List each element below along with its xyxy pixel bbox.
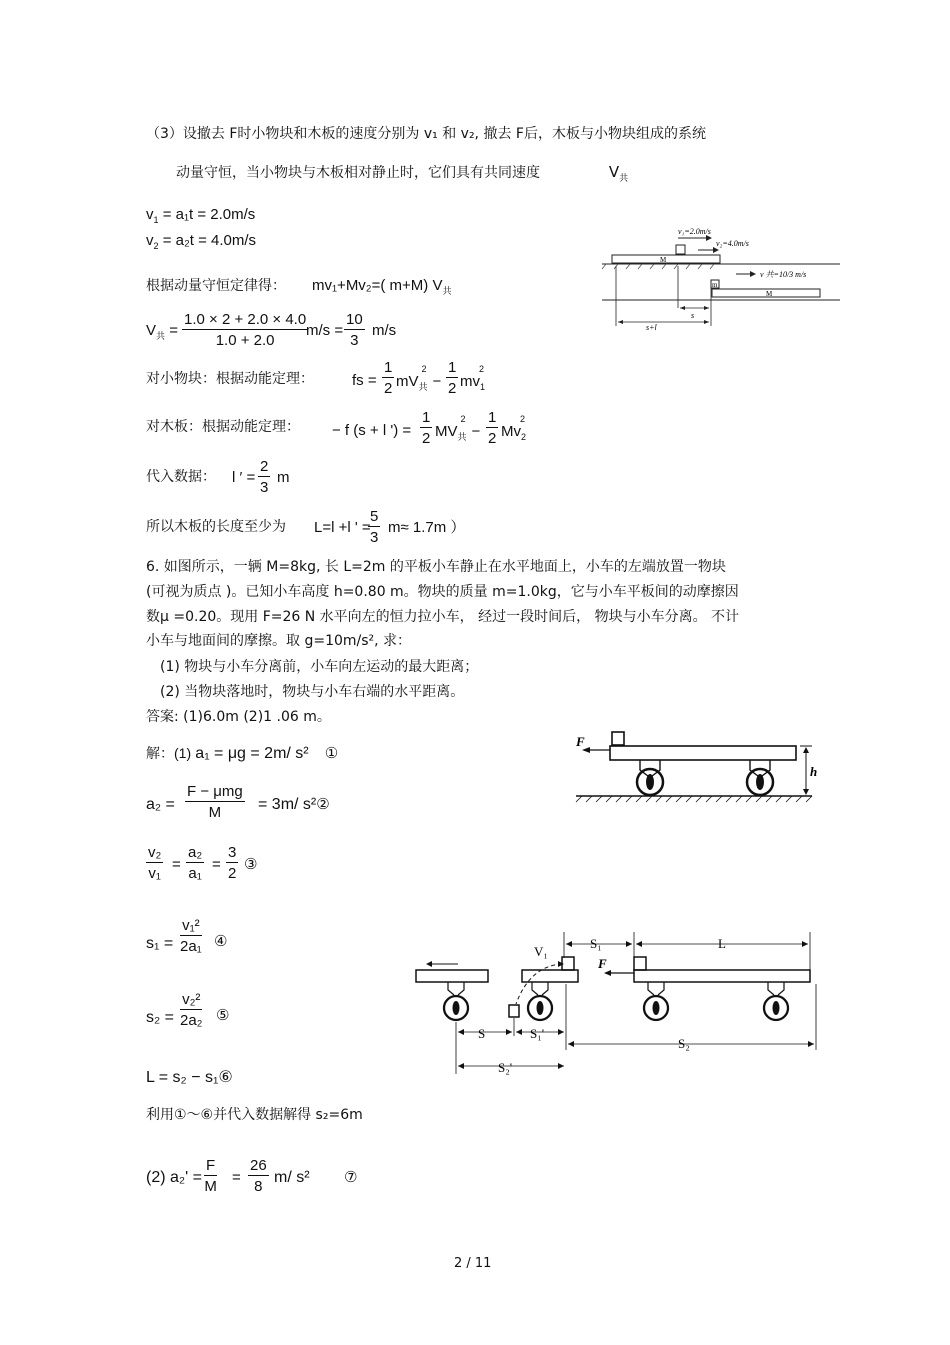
part3-line2-v: V xyxy=(608,163,620,181)
board-frac1: $\frac{1}{2}$ xyxy=(422,409,431,447)
solution-eq2-frac xyxy=(185,784,245,820)
eq7-eq: = xyxy=(232,1169,241,1186)
conclusion-tail: m≈ 1.7m ） xyxy=(388,519,466,536)
eq3-eq1: = xyxy=(172,856,181,873)
conclusion-label: 所以木板的长度至少为 xyxy=(146,519,286,535)
solution-eq2-rhs xyxy=(258,797,330,813)
vgong-result-den: 3 xyxy=(350,332,359,349)
vgong-result xyxy=(344,312,365,348)
fig1-M: M xyxy=(660,256,667,264)
vgong-den: 1.0 + 2.0 xyxy=(215,332,275,349)
eq7-num1: F xyxy=(206,1157,216,1174)
eq-v2: $v_2 = a_2t = 4.0m/s$ xyxy=(146,232,257,251)
eq3-frac-b xyxy=(186,845,204,881)
eq7-frac1 xyxy=(204,1158,217,1194)
solution-eq1-text: a₁ = μg = 2m/ s² xyxy=(195,745,309,762)
block-eq-mid: $mV_共^2-$ xyxy=(396,364,442,392)
fig2-F: F xyxy=(576,734,585,749)
eq3-frac-c xyxy=(226,845,238,881)
circle-4: ④ xyxy=(214,933,228,950)
fig3-S1: S₁ xyxy=(590,936,602,951)
eq7-lhs: (2) a₂' = xyxy=(146,1169,202,1186)
fig1-vgong: v 共=10/3 m/s xyxy=(760,270,807,279)
vgong-fraction xyxy=(182,312,308,348)
fig3-V1: V₁ xyxy=(534,944,548,959)
fig3-S1p: S₁' xyxy=(530,1026,545,1041)
eq3-b-den: a₁ xyxy=(188,865,202,882)
block-frac2: $\frac{1}{2}$ xyxy=(448,359,457,397)
fig3-L: L xyxy=(718,936,726,951)
eq-v2-text: = a₂t = 4.0m/s xyxy=(162,232,257,249)
eq3-b-num: a₂ xyxy=(188,844,203,861)
board-eq-mid: $MV_共^2-$ xyxy=(435,414,481,442)
problem6-q2: (2) 当物块落地时，物块与小车右端的水平距离。 xyxy=(160,684,465,700)
lprime-num: 2 xyxy=(260,458,269,475)
eq5-frac xyxy=(180,992,203,1028)
vgong-num: 1.0 × 2 + 2.0 × 4.0 xyxy=(184,311,307,328)
board-eq: − f (s + l ') = xyxy=(332,422,412,439)
lprime-lhs: l ′ = xyxy=(232,469,256,486)
conclusion-eq: L=l +l ' = xyxy=(314,519,371,536)
fig3-S2: S₂ xyxy=(678,1036,690,1051)
eq7-den2: 8 xyxy=(254,1178,263,1195)
fig3-S2p: S₂' xyxy=(498,1060,513,1075)
gong-sub: 共 xyxy=(156,331,166,341)
fig1-M2: M xyxy=(766,290,773,298)
eq3-a-den: v₁ xyxy=(148,865,161,882)
page-number: 2 / 11 xyxy=(454,1256,492,1271)
sub-label: 代入数据： xyxy=(146,469,216,485)
eq5-lhs: s₂ = xyxy=(146,1009,174,1026)
board-frac2: $\frac{1}{2}$ xyxy=(488,409,497,447)
problem6-line1: 6. 如图所示，一辆 M=8kg, 长 L=2m 的平板小车静止在水平地面上，小车的左端放置一物块 xyxy=(146,559,726,575)
momentum-label: 根据动量守恒定律得： xyxy=(146,278,286,294)
eq2-den: M xyxy=(208,804,222,821)
problem6-answer: 答案: (1)6.0m (2)1 .06 m。 xyxy=(146,709,331,725)
part3-line1: （3）设撤去 F时小物块和木板的速度分别为 v₁ 和 v₂, 撤去 F后，木板与小物块组成的系统 xyxy=(146,126,706,142)
vgong-unit2: m/s xyxy=(372,322,397,339)
eq4-frac xyxy=(180,918,202,954)
block-frac1: $\frac{1}{2}$ xyxy=(384,359,393,397)
fig3-S: S xyxy=(478,1026,486,1041)
gong-sub: 共 xyxy=(442,286,452,296)
momentum-eq xyxy=(312,278,452,296)
problem6-line4: 小车与地面间的摩擦。取 g=10m/s², 求： xyxy=(146,633,412,649)
eq5-den: 2a₂ xyxy=(180,1012,203,1029)
figure-board-block xyxy=(598,222,848,332)
fig2-h: h xyxy=(810,764,818,779)
solve-line: 利用①～⑥并代入数据解得 s₂=6m xyxy=(146,1107,363,1123)
eq-v1: $v_1 = a_1t = 2.0m/s$ xyxy=(146,206,256,225)
circle-2: ② xyxy=(316,796,330,813)
conclusion-num: 5 xyxy=(370,508,379,525)
fig3-F: F xyxy=(598,956,607,971)
eq4-den: 2a₁ xyxy=(180,938,202,955)
eq3-eq2: = xyxy=(212,856,221,873)
lprime-unit: m xyxy=(277,469,290,486)
eq3-frac-a xyxy=(146,845,163,881)
part3-line2 xyxy=(176,165,628,184)
figure-cart xyxy=(572,726,832,810)
lprime-den: 3 xyxy=(260,479,269,496)
problem6-q1: (1) 物块与小车分离前，小车向左运动的最大距离； xyxy=(160,659,479,675)
fig1-m: m xyxy=(712,281,718,289)
lprime-frac xyxy=(258,459,270,495)
gong-sub: 共 xyxy=(457,432,467,442)
eq3-a-num: v₂ xyxy=(148,844,162,861)
eq-v1-text: = a₁t = 2.0m/s xyxy=(162,206,256,223)
eq2-rhs: = 3m/ s² xyxy=(258,796,317,813)
circle-1: ① xyxy=(324,745,339,762)
eq7-frac2 xyxy=(248,1158,269,1194)
board-label: 对木板：根据动能定理： xyxy=(146,419,300,435)
eq7-num2: 26 xyxy=(250,1157,267,1174)
momentum-eq-text: mv₁+Mv₂=( m+M) V xyxy=(312,277,443,294)
fig1-v1: v₁=2.0m/s xyxy=(678,227,711,236)
vgong-result-num: 10 xyxy=(346,311,363,328)
fig1-sl: s+l xyxy=(646,323,657,332)
conclusion-frac xyxy=(368,509,380,545)
solution-eq1 xyxy=(146,746,338,762)
eq4-num: v₁² xyxy=(182,917,200,934)
eq3-c-den: 2 xyxy=(228,865,237,882)
vgong-lhs: $V_共$ = xyxy=(146,322,178,341)
circle-7: ⑦ xyxy=(344,1169,358,1186)
fig1-s: s xyxy=(691,311,695,320)
eq4-lhs: s₁ = xyxy=(146,935,174,952)
solution-eq2-lhs: a₂ = xyxy=(146,796,175,813)
figure-motion xyxy=(412,928,824,1078)
block-eq-end: $mv_1^2$ xyxy=(460,364,486,392)
vgong-unit1: m/s = xyxy=(306,322,344,339)
eq7-unit: m/ s² xyxy=(274,1169,310,1186)
eq2-num: F − μmg xyxy=(187,783,243,800)
circle-5: ⑤ xyxy=(216,1007,230,1024)
eq6: L = s₂ − s₁⑥ xyxy=(146,1069,233,1086)
eq7-den1: M xyxy=(204,1178,217,1195)
circle-3: ③ xyxy=(244,856,258,873)
gong-sub: 共 xyxy=(418,382,428,392)
solution-prefix: 解：(1) xyxy=(146,745,192,761)
problem6-line3: 数μ =0.20。现用 F=26 N 水平向左的恒力拉小车， 经过一段时间后， 物块与小车分离。 不计 xyxy=(146,609,740,625)
part3-line2-text: 动量守恒，当小物块与木板相对静止时，它们具有共同速度 xyxy=(176,165,540,181)
eq3-c-num: 3 xyxy=(228,844,237,861)
fig1-v2: v₂=4.0m/s xyxy=(716,239,749,248)
block-label: 对小物块：根据动能定理： xyxy=(146,371,314,387)
board-eq-end: $Mv_2^2$ xyxy=(501,414,527,442)
gong-sub: 共 xyxy=(619,173,629,184)
eq5-num: v₂² xyxy=(182,991,201,1008)
problem6-line2: (可视为质点 )。已知小车高度 h=0.80 m。物块的质量 m=1.0kg，它与小车平板间的动摩擦因 xyxy=(146,584,739,600)
conclusion-den: 3 xyxy=(370,529,379,546)
block-eq: fs = xyxy=(352,372,377,389)
